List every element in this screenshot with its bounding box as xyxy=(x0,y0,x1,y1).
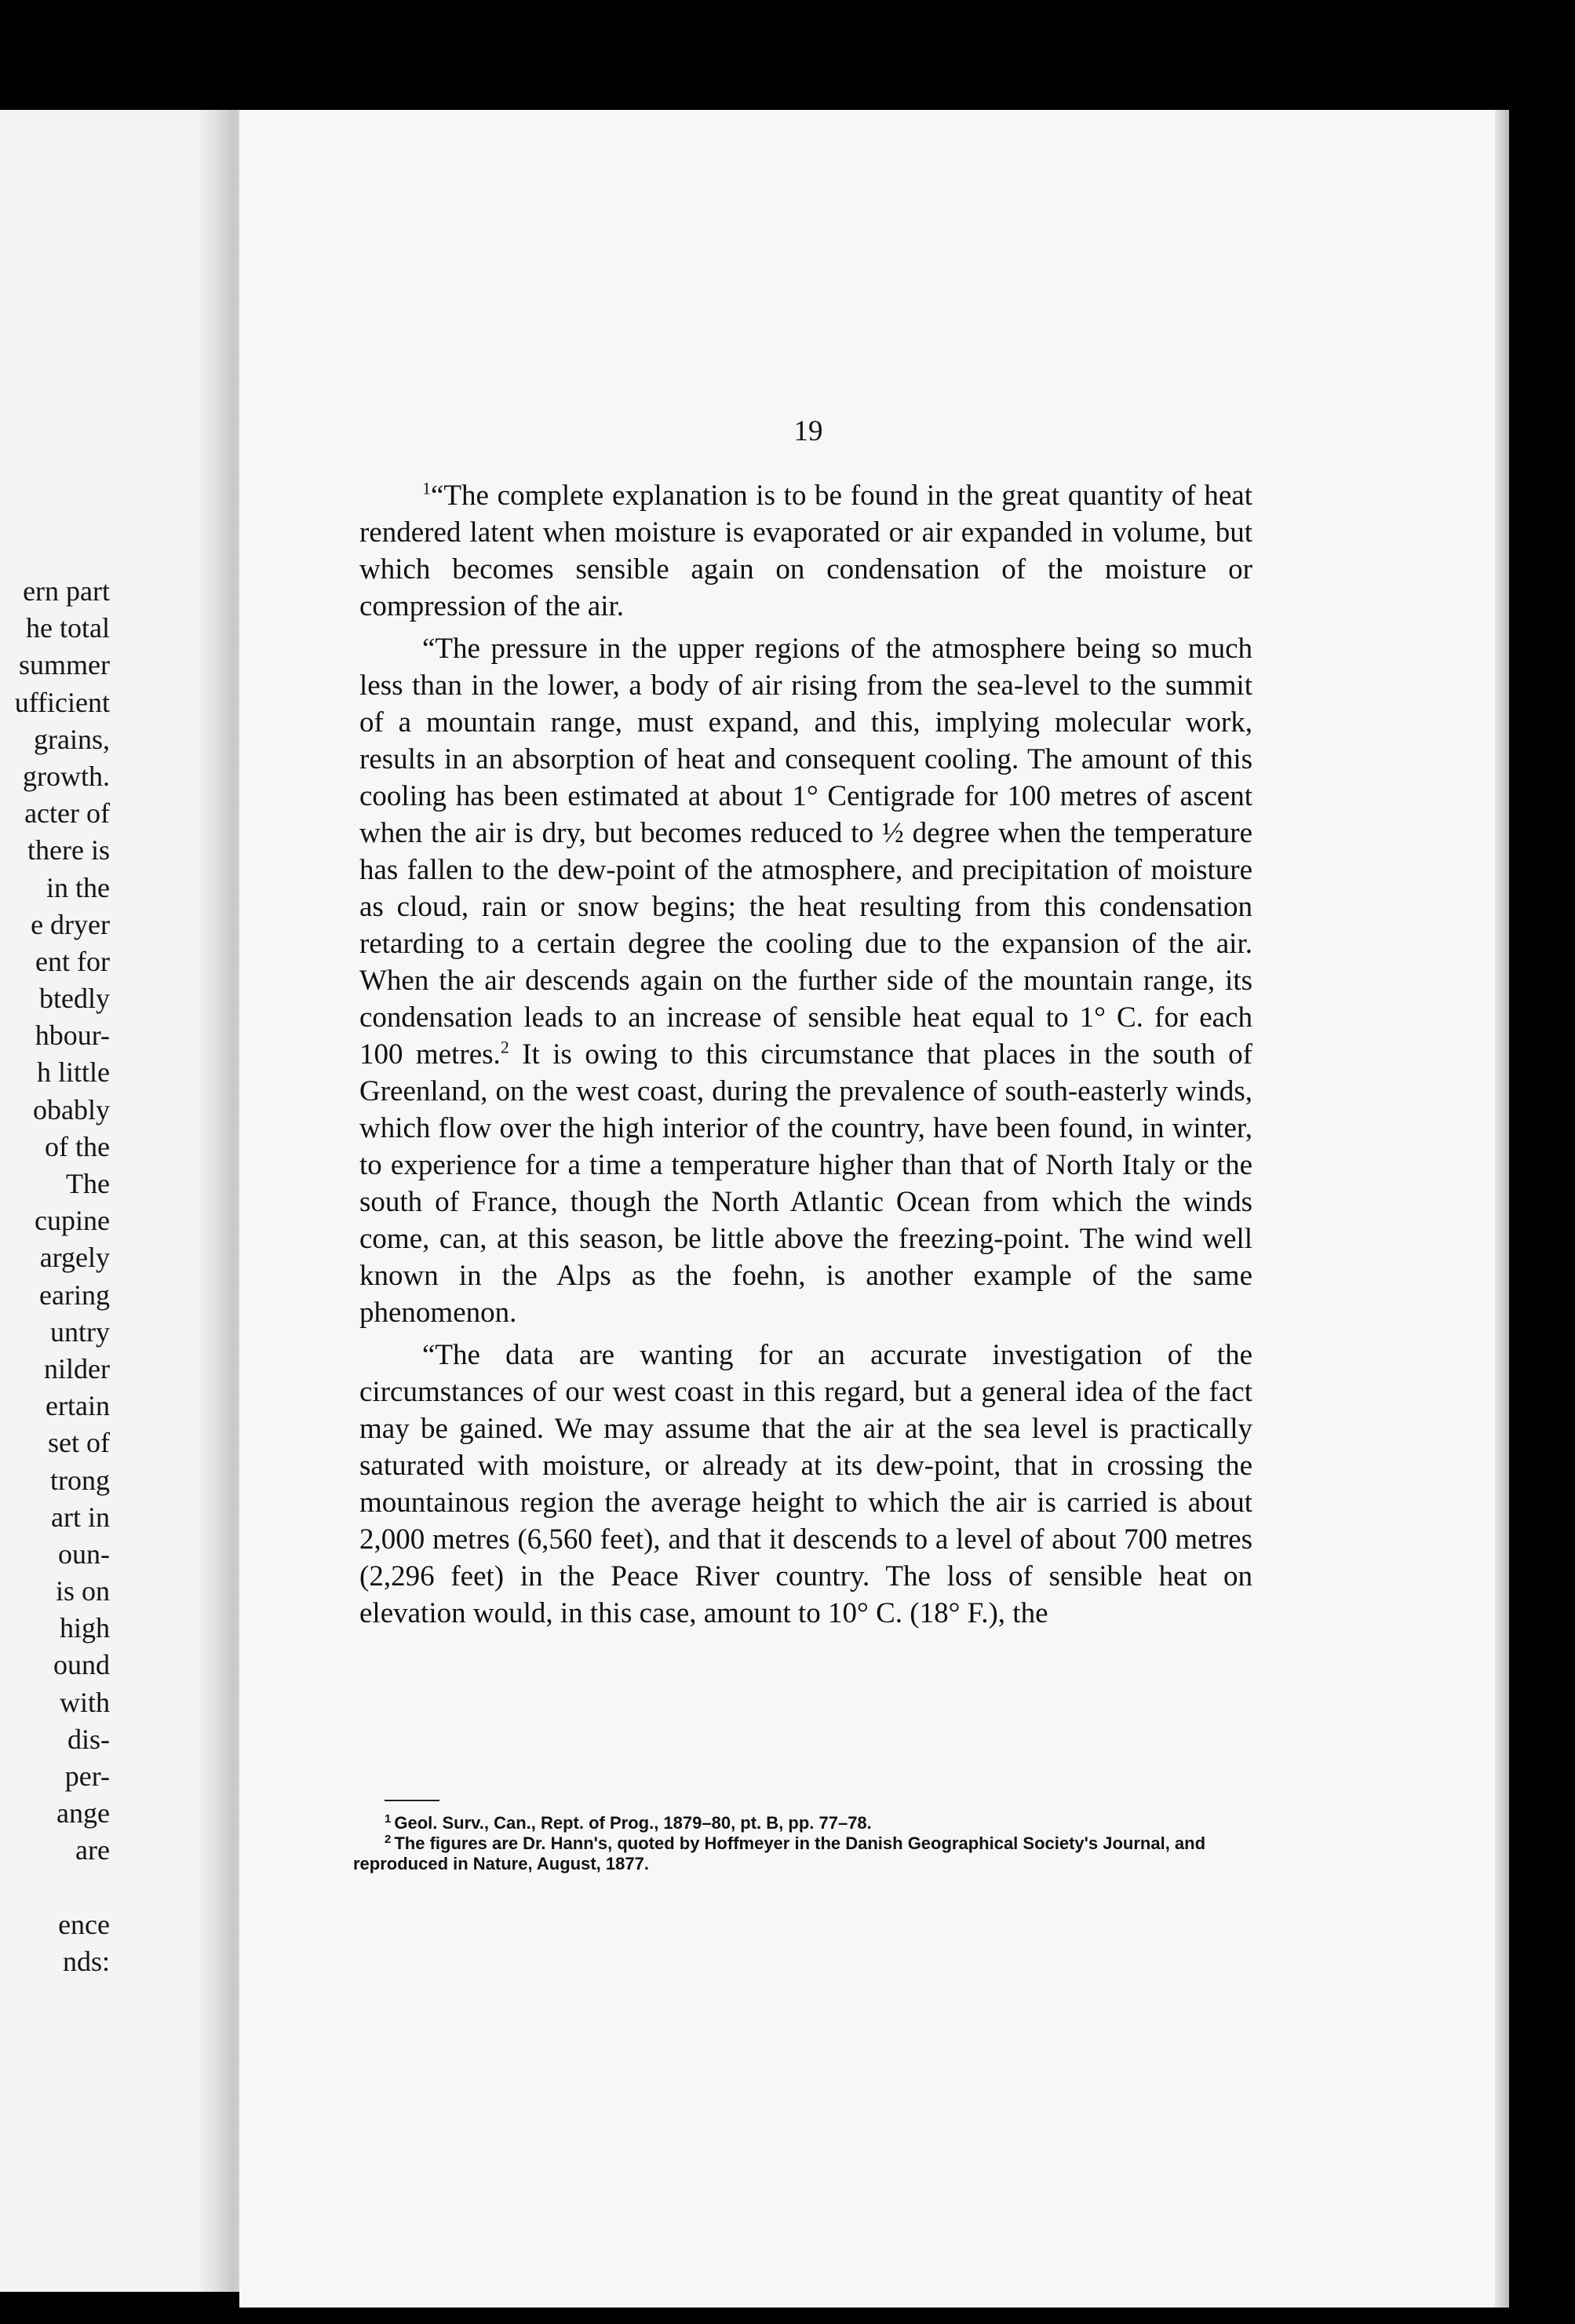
left-line: ern part xyxy=(23,575,110,607)
left-line: obably xyxy=(33,1093,110,1126)
left-line: acter of xyxy=(24,797,110,830)
left-line: The xyxy=(66,1168,110,1199)
paragraph-text: “The pressure in the upper regions of the atmosphere being so much less than in the lower, a body of air rising from the sea-level to the summit of a mountain range, must expand, and this, implying molecular work, results in an absorption of heat and consequent cooling. The amount of this cooling has been estimated at about 1° Centigrade for 100 metres of ascent when the air is dry, but becomes reduced to ½ degree when the temperature has fallen to the dew-point of the atmosphere, and precipitation of moisture as cloud, rain or snow begins; the heat resulting from this condensation retarding to a certain degree the cooling due to the expansion of the air. When the air descends again on the further side of the mountain range, its condensation leads to an increase of sensible heat equal to 1° C. for each 100 metres. xyxy=(359,633,1252,1071)
footnote-marker: 2 xyxy=(500,1037,509,1057)
left-line: ufficient xyxy=(14,686,110,718)
left-line: with xyxy=(59,1686,110,1718)
left-line: ent for xyxy=(35,945,110,977)
left-line: of the xyxy=(45,1130,110,1162)
paragraph-text: “The complete explanation is to be found in the great quantity of heat rendered latent when moisture is evaporated or air expanded in volume, but which becomes sensible again on condensation of the moisture or compression of the air. xyxy=(359,480,1252,622)
paragraph xyxy=(359,477,1252,625)
left-line: ound xyxy=(53,1649,110,1681)
footnotes xyxy=(353,1813,1256,1874)
page-number: 19 xyxy=(793,415,823,447)
footnote-marker: 1 xyxy=(422,478,431,498)
left-line: is on xyxy=(55,1575,110,1607)
left-line: untry xyxy=(50,1315,110,1348)
left-line: he total xyxy=(26,612,110,644)
left-line: trong xyxy=(50,1464,110,1496)
footnote-text: Geol. Surv., Can., Rept. of Prog., 1879–80, pt. B, pp. 77–78. xyxy=(394,1813,872,1833)
left-line: art in xyxy=(51,1501,110,1533)
page-edge xyxy=(1495,110,1509,2308)
left-line: btedly xyxy=(39,983,110,1015)
left-line: e dryer xyxy=(31,908,110,940)
left-line: h little xyxy=(37,1056,110,1089)
body-text xyxy=(359,477,1252,1637)
left-line: grains, xyxy=(34,723,110,755)
paragraph xyxy=(359,630,1252,1331)
left-line: nds: xyxy=(62,1945,110,1977)
footnote xyxy=(353,1813,1256,1833)
paragraph-text-continued: It is owing to this circumstance that places in the south of Greenland, on the west coast, during the prevalence of south-easterly winds, which flow over the high interior of the country, have been found, in winter, to experience for a time a temperature higher than that of North Italy or the south of France, though the North Atlantic Ocean from which the winds come, can, at this season, be little above the freezing-point. The wind well known in the Alps as the foehn, is another example of the same phenomenon. xyxy=(359,1038,1253,1329)
left-page-text xyxy=(0,573,110,1980)
left-line: nilder xyxy=(44,1352,110,1385)
footnote-number: 2 xyxy=(385,1832,392,1846)
left-line: high xyxy=(59,1612,110,1644)
left-line: in the xyxy=(46,871,110,903)
left-line: oun- xyxy=(58,1538,110,1570)
left-line: ence xyxy=(58,1908,110,1940)
left-line-gap xyxy=(0,1870,110,1906)
footnote xyxy=(353,1833,1256,1874)
left-line: earing xyxy=(39,1279,110,1311)
paragraph-text: “The data are wanting for an accurate investigation of the circumstances of our west coast in this regard, but a general idea of the fact may be gained. We may assume that the air at the sea level is practically saturated with moisture, or already at its dew-point, that in crossing the mountainous region the average height to which the air is carried is about 2,000 metres (6,560 feet), and that it descends to a level of about 700 metres (2,296 feet) in the Peace River country. The loss of sensible heat on elevation would, in this case, amount to 10° C. (18° F.), the xyxy=(359,1339,1252,1629)
left-line: there is xyxy=(27,834,110,866)
left-line: ange xyxy=(57,1797,110,1830)
footnote-divider xyxy=(385,1800,439,1801)
footnote-text: The figures are Dr. Hann's, quoted by Hoffmeyer in the Danish Geographical Society's Journal, and reproduced in Nature, August, 1877. xyxy=(353,1833,1206,1873)
left-line: ertain xyxy=(46,1390,110,1422)
left-line: are xyxy=(75,1834,110,1866)
left-line: growth. xyxy=(23,760,110,792)
left-line: dis- xyxy=(67,1723,110,1755)
left-line: per- xyxy=(64,1760,110,1792)
left-line: summer xyxy=(19,649,110,681)
left-line: cupine xyxy=(35,1205,110,1237)
left-line: argely xyxy=(39,1242,110,1274)
left-line: hbour- xyxy=(35,1020,110,1052)
footnote-number: 1 xyxy=(385,1811,392,1826)
paragraph xyxy=(359,1337,1252,1632)
left-line: set of xyxy=(48,1427,110,1459)
